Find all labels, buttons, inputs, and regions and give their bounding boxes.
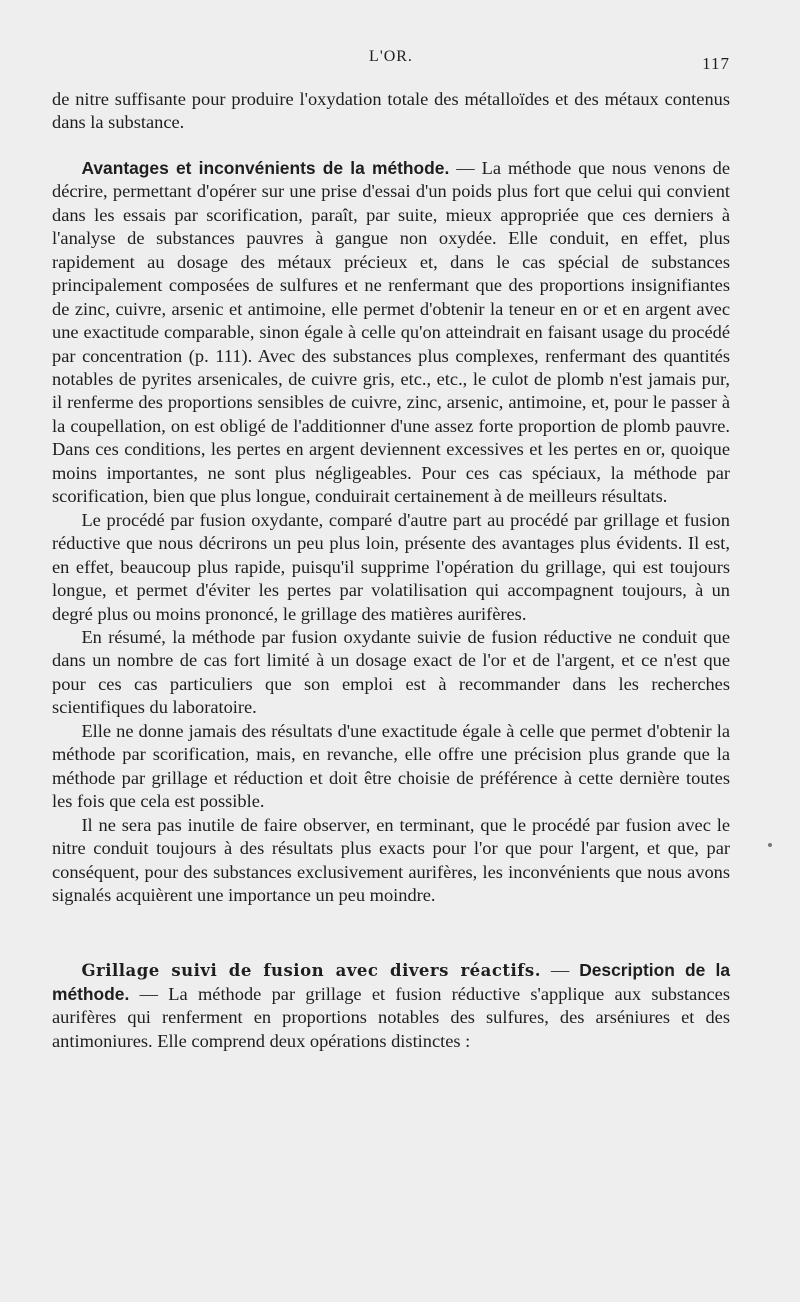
paragraph-precision: Elle ne donne jamais des résultats d'une exactitude égale à celle que permet d'obtenir la méthode par scorification, mais, en revanche, elle offre une précision plus grande que la méthode par grillage et réduction et doit être choisie de préférence à cette dernière toutes les fois que cela est possible. [52,720,730,812]
section-heading-advantages: Avantages et inconvénients de la méthode. [81,157,450,178]
page-blemish [768,843,772,847]
paragraph-roasting-body: — La méthode par grillage et fusion réductive s'applique aux substances aurifères qui renferment en proportions notables des sulfures, des arséniures et des antimoniures. Elle comprend deux opérations distinctes : [52,983,730,1051]
paragraph-roasting [52,959,730,1053]
paragraph-advantages [52,157,730,509]
body-text [52,88,730,1053]
heading-dash: — [540,960,580,981]
page-number: 117 [702,54,730,73]
paragraph-summary: En résumé, la méthode par fusion oxydante suivie de fusion réductive ne conduit que dans un nombre de cas fort limité à un dosage exact de l'or et de l'argent, et ce n'est que pour ces cas particuliers que son emploi est à recommander dans les recherches scientifiques du laboratoire. [52,626,730,718]
running-title: L'OR. [369,48,413,65]
section-gap [52,907,730,959]
paragraph-conclusion: Il ne sera pas inutile de faire observer, en terminant, que le procédé par fusion avec le nitre conduit toujours à des résultats plus exacts pour l'or que pour l'argent, et que, par conséquent, pour des substances exclusivement aurifères, les inconvénients que nous avons signalés acquièrent une importance un peu moindre. [52,814,730,905]
subheading-description: Description de la méthode. [52,960,730,1004]
running-header [52,48,730,88]
section-heading-roasting: Grillage suivi de fusion avec divers réactifs. [81,961,541,981]
paragraph-comparison: Le procédé par fusion oxydante, comparé d'autre part au procédé par grillage et fusion réductive que nous décrirons un peu plus loin, présente des avantages plus évidents. Il est, en effet, beaucoup plus rapide, puisqu'il supprime l'opération du grillage, qui est toujours longue, et permet d'éviter les pertes par volatilisation qui accompagnent toujours, à un degré plus ou moins prononcé, le grillage des matières aurifères. [52,509,730,624]
paragraph-advantages-body: — La méthode que nous venons de décrire, permettant d'opérer sur une prise d'essai d'un poids plus fort que celui qui convient dans les essais par scorification, paraît, par suite, mieux appropriée que ces derniers à l'analyse de substances pauvres à gangue non oxydée. Elle conduit, en effet, plus rapidement au dosage des métaux précieux et, dans le cas spécial de substances principalement composées de sulfures et ne renfermant que des proportions insignifiantes de zinc, cuivre, arsenic et antimoine, elle permet d'obtenir la teneur en or et en argent avec une exactitude comparable, sinon égale à celle qu'on atteindrait en faisant usage du procédé par concentration (p. 111). Avec des substances plus complexes, renfermant des quantités notables de pyrites arsenicales, de cuivre gris, etc., etc., le culot de plomb n'est jamais pur, il renferme des proportions sensibles de cuivre, zinc, arsenic, antimoine, et, pour le passer à la coupellation, on est obligé de l'additionner d'une assez forte proportion de plomb pauvre. Dans ces conditions, les pertes en argent deviennent excessives et les pertes en or, quoique moins importantes, ne sont plus négligeables. Pour ces cas spéciaux, la méthode par scorification, bien que plus longue, conduirait certainement à de meilleurs résultats. [52,157,730,507]
paragraph-continuation: de nitre suffisante pour produire l'oxydation totale des métalloïdes et des métaux contenus dans la substance. [52,89,730,133]
